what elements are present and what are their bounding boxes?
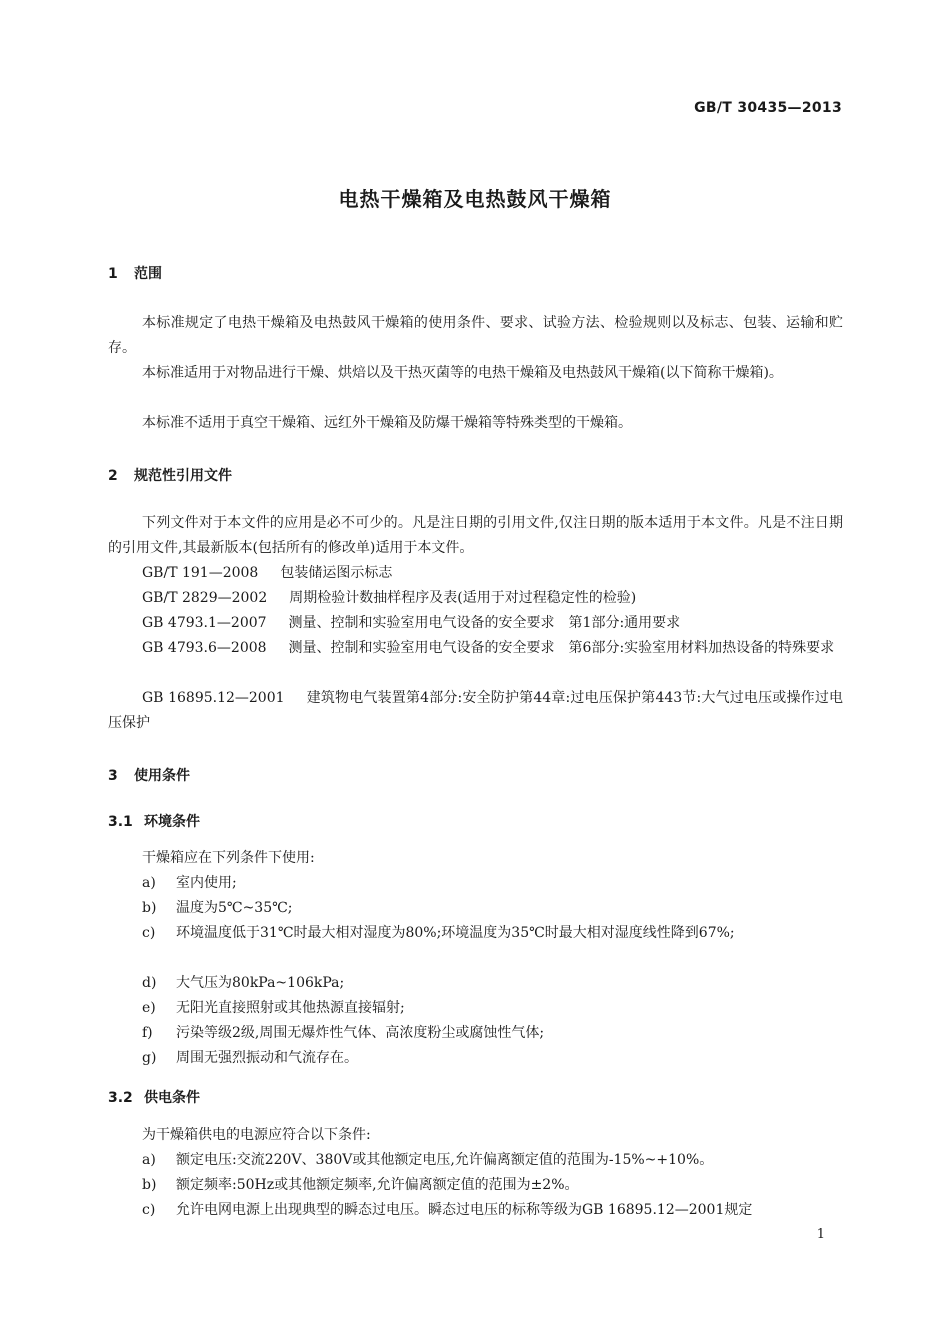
list-item [142, 1021, 843, 1046]
section-2-heading [108, 465, 232, 485]
list-marker: a) [142, 1152, 156, 1168]
section-title: 使用条件 [134, 768, 190, 784]
reference-title: 包装储运图示标志 [280, 565, 393, 581]
list-text: 大气压为80kPa~106kPa; [176, 975, 345, 991]
reference-code: GB 16895.12—2001 [142, 690, 285, 706]
list-marker: c) [142, 1202, 156, 1218]
section-title: 范围 [134, 266, 162, 282]
reference-entry [108, 561, 843, 586]
list-item [142, 996, 843, 1021]
reference-entry [108, 611, 843, 636]
list-marker: b) [142, 1177, 157, 1193]
paragraph: 干燥箱应在下列条件下使用: [142, 850, 315, 866]
section-number: 2 [108, 468, 118, 484]
paragraph: 本标准适用于对物品进行干燥、烘焙以及干热灭菌等的电热干燥箱及电热鼓风干燥箱(以下简称干燥箱)。 [142, 365, 783, 381]
list-marker: f) [142, 1025, 153, 1041]
list-text: 温度为5℃~35℃; [176, 900, 293, 916]
section-3-heading [108, 765, 190, 785]
section-title: 规范性引用文件 [134, 468, 232, 484]
list-marker: e) [142, 1000, 156, 1016]
list-item [142, 871, 843, 896]
list-item [142, 1198, 843, 1223]
section-number: 1 [108, 266, 118, 282]
standard-code: GB/T 30435—2013 [694, 100, 842, 116]
reference-code: GB/T 191—2008 [142, 565, 259, 581]
list-item [142, 1046, 843, 1071]
section-number: 3.2 [108, 1090, 133, 1106]
list-marker: b) [142, 900, 157, 916]
reference-code: GB 4793.6—2008 [142, 640, 267, 656]
list-item [142, 971, 843, 996]
reference-code: GB 4793.1—2007 [142, 615, 267, 631]
list-text: 周围无强烈振动和气流存在。 [176, 1050, 358, 1066]
list-marker: a) [142, 875, 156, 891]
document-title: 电热干燥箱及电热鼓风干燥箱 [338, 187, 612, 211]
list-item [142, 1173, 843, 1198]
section-title: 环境条件 [144, 814, 200, 830]
reference-title: 周期检验计数抽样程序及表(适用于对过程稳定性的检验) [289, 590, 637, 606]
subsection-3-2-heading [108, 1087, 200, 1107]
reference-title: 测量、控制和实验室用电气设备的安全要求 第6部分:实验室用材料加热设备的特殊要求 [288, 640, 835, 656]
section-number: 3 [108, 768, 118, 784]
reference-entry [108, 636, 843, 661]
reference-code: GB/T 2829—2002 [142, 590, 268, 606]
reference-entry [108, 586, 843, 611]
page-number: 1 [816, 1227, 825, 1242]
section-1-heading [108, 263, 162, 283]
section-title: 供电条件 [144, 1090, 200, 1106]
list-item [142, 1148, 843, 1173]
reference-title: 建筑物电气装置第4部分:安全防护第44章:过电压保护第443节:大气过电压或操作过电压保护 [108, 690, 843, 731]
list-text: 额定电压:交流220V、380V或其他额定电压,允许偏离额定值的范围为-15%~+10%。 [176, 1152, 714, 1168]
paragraph: 本标准规定了电热干燥箱及电热鼓风干燥箱的使用条件、要求、试验方法、检验规则以及标志、包装、运输和贮存。 [108, 315, 843, 356]
list-text: 环境温度低于31℃时最大相对湿度为80%;环境温度为35℃时最大相对湿度线性降到67%; [176, 925, 735, 941]
list-text: 污染等级2级,周围无爆炸性气体、高浓度粉尘或腐蚀性气体; [176, 1025, 545, 1041]
reference-entry [108, 686, 843, 736]
list-marker: d) [142, 975, 157, 991]
list-marker: g) [142, 1050, 157, 1066]
reference-title: 测量、控制和实验室用电气设备的安全要求 第1部分:通用要求 [288, 615, 681, 631]
list-item [142, 921, 843, 946]
list-text: 允许电网电源上出现典型的瞬态过电压。瞬态过电压的标称等级为GB 16895.12—2001规定 [176, 1202, 753, 1218]
list-text: 无阳光直接照射或其他热源直接辐射; [176, 1000, 405, 1016]
paragraph: 为干燥箱供电的电源应符合以下条件: [142, 1127, 371, 1143]
paragraph: 本标准不适用于真空干燥箱、远红外干燥箱及防爆干燥箱等特殊类型的干燥箱。 [142, 415, 632, 431]
list-text: 额定频率:50Hz或其他额定频率,允许偏离额定值的范围为±2%。 [176, 1177, 579, 1193]
paragraph: 下列文件对于本文件的应用是必不可少的。凡是注日期的引用文件,仅注日期的版本适用于本文件。凡是不注日期的引用文件,其最新版本(包括所有的修改单)适用于本文件。 [108, 515, 843, 556]
list-item [142, 896, 843, 921]
list-text: 室内使用; [176, 875, 237, 891]
subsection-3-1-heading [108, 811, 200, 831]
list-marker: c) [142, 925, 156, 941]
section-number: 3.1 [108, 814, 133, 830]
